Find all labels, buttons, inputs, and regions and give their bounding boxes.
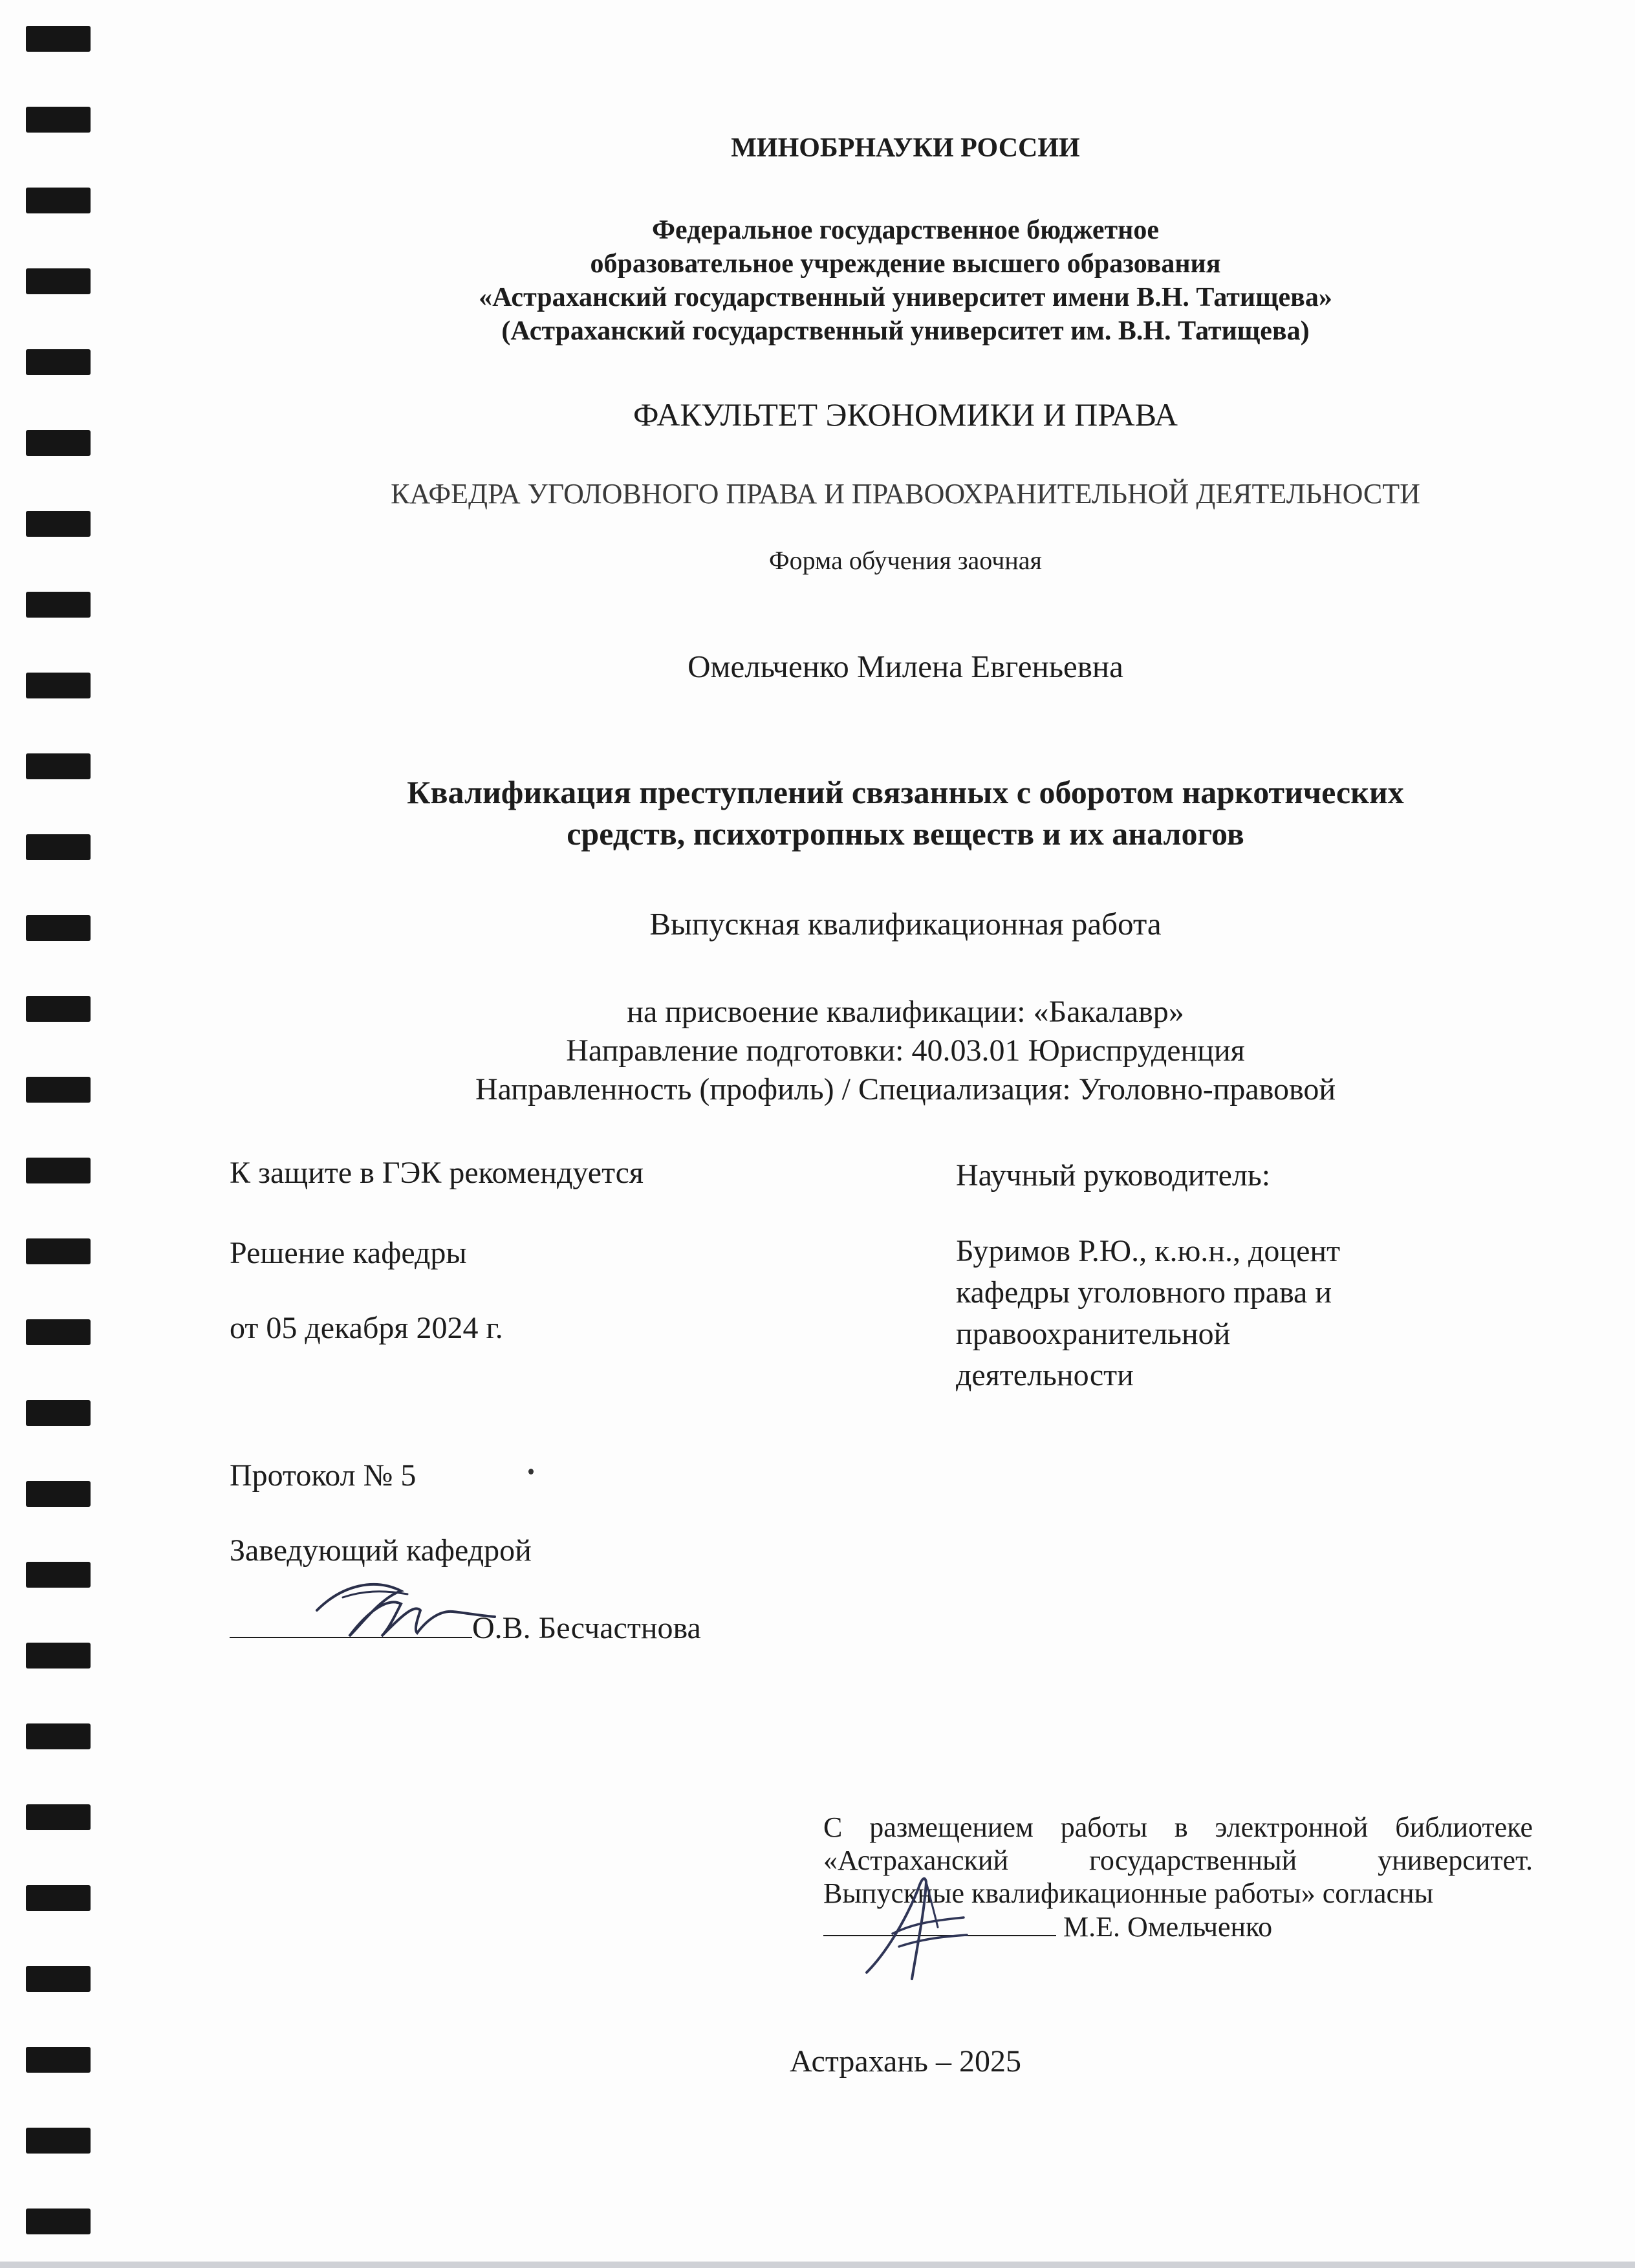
supervisor-line: правоохранительной [956,1317,1231,1351]
ministry-heading: МИНОБРНАУКИ РОССИИ [731,133,1080,163]
page-bottom-edge [0,2262,1635,2268]
supervisor-line: деятельности [956,1358,1134,1392]
city-year: Астрахань – 2025 [790,2044,1021,2079]
supervisor-info [956,1231,1340,1396]
head-of-department-name: О.В. Бесчастнова [472,1611,701,1645]
thesis-title-line: средств, психотропных веществ и их аналогов [567,815,1244,852]
faculty-name: ФАКУЛЬТЕТ ЭКОНОМИКИ И ПРАВА [633,396,1178,433]
protocol-number: Протокол № 5 [230,1458,417,1493]
head-of-department-label: Заведующий кафедрой [230,1533,532,1568]
qualification-block [233,993,1578,1109]
decision-date: от 05 декабря 2024 г. [230,1311,503,1345]
thesis-title [233,772,1578,854]
work-type: Выпускная квалификационная работа [649,906,1162,942]
supervisor-label: Научный руководитель: [956,1158,1271,1193]
student-name: Омельченко Милена Евгеньевна [688,649,1123,684]
consent-signer-name: М.Е. Омельченко [1063,1911,1273,1943]
head-signature [304,1571,498,1649]
library-consent-text: С размещением работы в электронной библиотеке «Астраханский государственный университет. Выпускные квалификационные работы» согласны [823,1811,1533,1909]
supervisor-line: кафедры уголовного права и [956,1275,1332,1310]
qualification-line: на присвоение квалификации: «Бакалавр» [627,995,1184,1029]
thesis-title-line: Квалификация преступлений связанных с оборотом наркотических [407,774,1404,810]
institution-line: Федеральное государственное бюджетное [651,215,1160,245]
department-decision: Решение кафедры [230,1236,467,1270]
institution-name [233,213,1578,348]
student-signature [854,1863,977,1992]
defense-recommendation: К защите в ГЭК рекомендуется [230,1156,644,1190]
department-name: КАФЕДРА УГОЛОВНОГО ПРАВА И ПРАВООХРАНИТЕЛЬНОЙ ДЕЯТЕЛЬНОСТИ [391,478,1420,510]
institution-line: «Астраханский государственный университет имени В.Н. Татищева» [479,283,1332,312]
institution-line: (Астраханский государственный университет им. В.Н. Татищева) [501,316,1310,346]
qualification-line: Направленность (профиль) / Специализация: Уголовно-правовой [475,1072,1336,1107]
qualification-line: Направление подготовки: 40.03.01 Юриспруденция [566,1033,1245,1068]
study-form: Форма обучения заочная [769,546,1042,575]
supervisor-line: Буримов Р.Ю., к.ю.н., доцент [956,1234,1341,1268]
institution-line: образовательное учреждение высшего образования [590,249,1221,279]
ink-dot [528,1469,534,1474]
